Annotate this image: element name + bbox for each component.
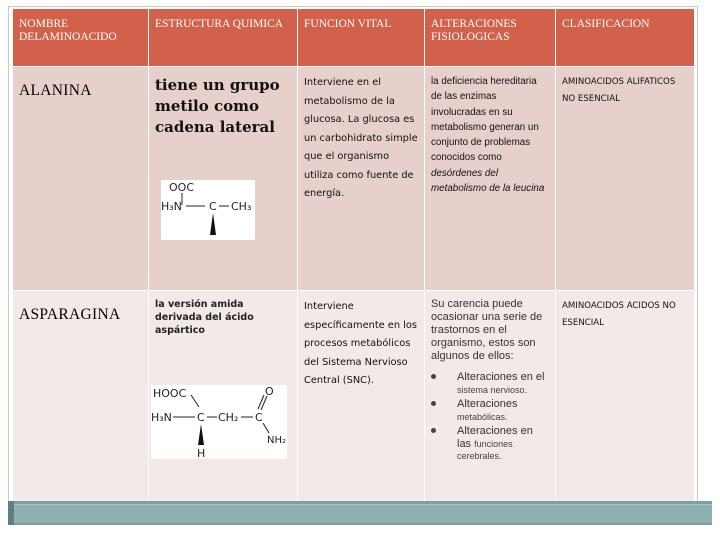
list-item-main: Alteraciones en las	[457, 425, 533, 450]
asparagine-structure-image	[151, 385, 287, 459]
molecule-left-group: H₃N	[161, 200, 182, 213]
structure-description: la versión amida derivada del ácido aspártico	[155, 299, 254, 336]
footer-bar	[8, 501, 712, 525]
molecule-chain-group: CH₂	[218, 411, 239, 424]
alanine-structure-image	[161, 180, 255, 240]
list-item-small: sistema nervioso.	[457, 384, 528, 395]
alanine-molecule-diagram	[161, 180, 255, 240]
molecule-left-group: H₃N	[151, 411, 172, 424]
alterations-text	[431, 74, 549, 196]
list-item	[431, 425, 549, 463]
molecule-carbonyl-carbon: C	[255, 411, 263, 424]
molecule-center-carbon: C	[197, 411, 205, 424]
cell-alteraciones	[425, 291, 556, 506]
structure-description: tiene un grupo metilo como cadena lateral	[155, 76, 280, 136]
molecule-right-group: CH₃	[231, 200, 252, 213]
header-estructura: ESTRUCTURA QUIMICA	[149, 9, 298, 67]
list-item-main: Alteraciones	[457, 398, 518, 410]
alterations-italic: desórdenes del metabolismo de la leucina	[431, 167, 545, 195]
molecule-top-group: HOOC	[153, 387, 187, 400]
header-alteraciones: ALTERACIONES FISIOLOGICAS	[425, 9, 556, 67]
cell-estructura	[149, 291, 298, 506]
amino-acid-name: ASPARAGINA	[19, 306, 121, 323]
alterations-intro: Su carencia puede ocasionar una serie de trastornos en el organismo, estos son algunos de ellos:	[431, 298, 543, 362]
bullet-icon	[431, 428, 436, 433]
header-funcion: FUNCION VITAL	[298, 9, 425, 67]
cell-estructura	[149, 67, 298, 291]
cell-funcion	[298, 67, 425, 291]
molecule-oxygen: O	[265, 385, 274, 398]
molecule-amide-group: NH₂	[267, 435, 287, 446]
molecule-bottom-hydrogen: H	[197, 447, 206, 459]
molecule-top-group: OOC	[169, 181, 194, 194]
amino-acid-name: ALANINA	[19, 82, 92, 99]
header-clasificacion: CLASIFICACION	[556, 9, 695, 67]
alterations-plain: la deficiencia hereditaria de las enzimas involucradas en su metabolismo generan un conjunto de problemas conocidos como	[431, 76, 539, 164]
molecule-center-carbon: C	[209, 200, 217, 213]
cell-nombre	[13, 291, 149, 506]
function-text: Interviene específicamente en los procesos metabólicos del Sistema Nervioso Central (SNC).	[304, 301, 417, 386]
classification-text: AMINOACIDOS ALIFATICOS NO ESENCIAL	[562, 77, 676, 104]
list-item	[431, 371, 549, 396]
function-text: Interviene en el metabolismo de la glucosa. La glucosa es un carbohidrato simple que el organismo utiliza como fuente de energía.	[304, 77, 418, 199]
asparagine-molecule-diagram	[151, 385, 287, 459]
classification-text: AMINOACIDOS ACIDOS NO ESENCIAL	[562, 301, 676, 328]
bullet-icon	[431, 401, 436, 406]
bullet-icon	[431, 374, 436, 379]
list-item-main: Alteraciones en el	[457, 371, 545, 383]
cell-funcion	[298, 291, 425, 506]
amino-acid-table	[12, 8, 695, 506]
table-row-asparagina	[13, 291, 695, 506]
table-header-row	[13, 9, 695, 67]
cell-alteraciones	[425, 67, 556, 291]
footer-left-accent	[8, 501, 14, 525]
list-item-small: metabólicas.	[457, 411, 508, 422]
cell-clasificacion	[556, 67, 695, 291]
header-nombre: NOMBRE DELAMINOACIDO	[13, 9, 149, 67]
cell-clasificacion	[556, 291, 695, 506]
alterations-list	[431, 371, 549, 463]
table-row-alanina	[13, 67, 695, 291]
footer-bar-stripe	[8, 504, 712, 523]
list-item-small: funciones cerebrales.	[457, 438, 513, 461]
cell-nombre	[13, 67, 149, 291]
list-item	[431, 398, 549, 423]
